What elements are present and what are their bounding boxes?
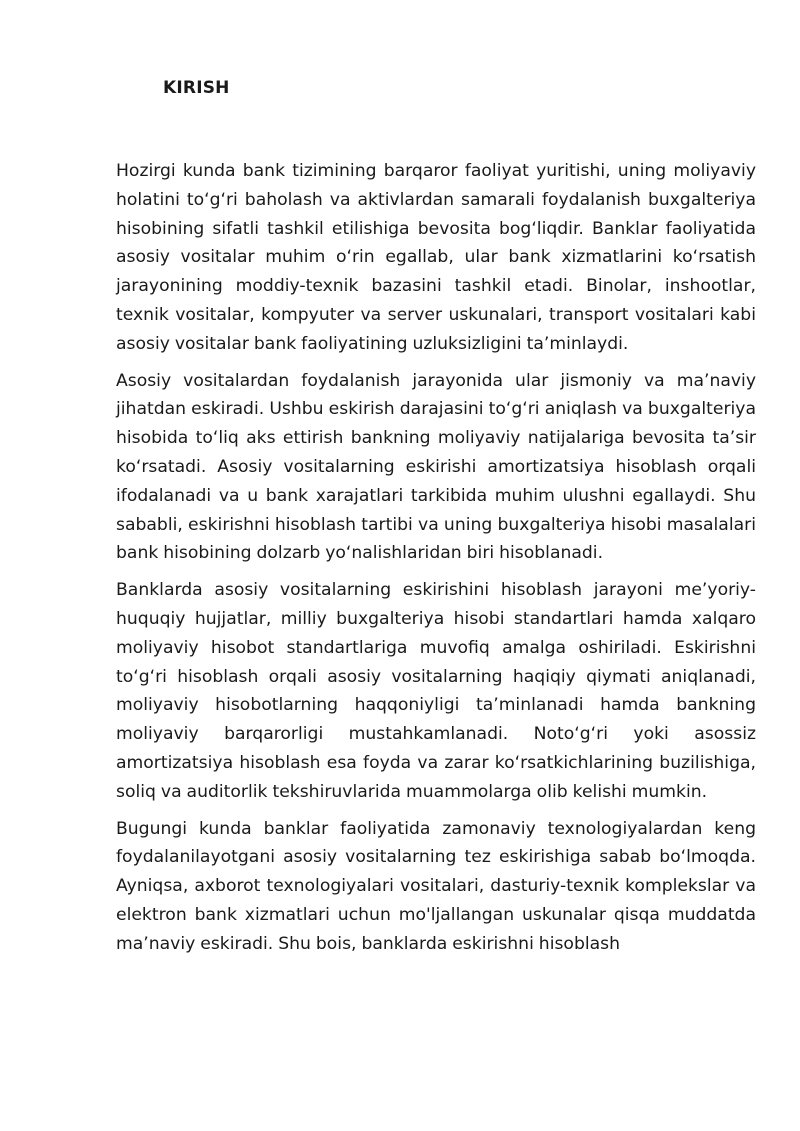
section-heading: KIRISH [163, 78, 230, 98]
paragraph-3: Banklarda asosiy vositalarning eskirishini hisoblash jarayoni me’yoriy-huquqiy hujjatlar, milliy buxgalteriya hisobi standartlari hamda xalqaro moliyaviy hisobot standartlariga muvofiq amalga oshiriladi. Eskirishni to‘g‘ri hisoblash orqali asosiy vositalarning haqiqiy qiymati aniqlanadi, moliyaviy hisobotlarning haqqoniyligi ta’minlanadi hamda bankning moliyaviy barqarorligi mustahkamlanadi. Noto‘g‘ri yoki asossiz amortizatsiya hisoblash esa foyda va zarar ko‘rsatkichlarining buzilishiga, soliq va auditorlik tekshiruvlarida muammolarga olib kelishi mumkin. [116, 580, 756, 802]
paragraph-4: Bugungi kunda banklar faoliyatida zamonaviy texnologiyalardan keng foydalanilayotgani asosiy vositalarning tez eskirishiga sabab bo‘lmoqda. Ayniqsa, axborot texnologiyalari vositalari, dasturiy-texnik komplekslar va elektron bank xizmatlari uchun mo'ljallangan uskunalar qisqa muddatda ma’naviy eskiradi. Shu bois, banklarda eskirishni hisoblash [116, 818, 756, 954]
paragraph-2: Asosiy vositalardan foydalanish jarayonida ular jismoniy va ma’naviy jihatdan eskiradi. Ushbu eskirish darajasini to‘g‘ri aniqlash va buxgalteriya hisobida to‘liq aks ettirish bankning moliyaviy natijalariga bevosita ta’sir ko‘rsatadi. Asosiy vositalarning eskirishi amortizatsiya hisoblash orqali ifodalanadi va u bank xarajatlari tarkibida muhim ulushni egallaydi. Shu sababli, eskirishni hisoblash tartibi va uning buxgalteriya hisobi masalalari bank hisobining dolzarb yo‘nalishlaridan biri hisoblanadi. [116, 370, 756, 564]
paragraph-1: Hozirgi kunda bank tizimining barqaror faoliyat yuritishi, uning moliyaviy holatini to‘g‘ri baholash va aktivlardan samarali foydalanish buxgalteriya hisobining sifatli tashkil etilishiga bevosita bog‘liqdir. Banklar faoliyatida asosiy vositalar muhim o‘rin egallab, ular bank xizmatlarini ko‘rsatish jarayonining moddiy-texnik bazasini tashkil etadi. Binolar, inshootlar, texnik vositalar, kompyuter va server uskunalari, transport vositalari kabi asosiy vositalar bank faoliyatining uzluksizligini ta’minlaydi. [116, 161, 756, 354]
body-text [116, 157, 756, 967]
